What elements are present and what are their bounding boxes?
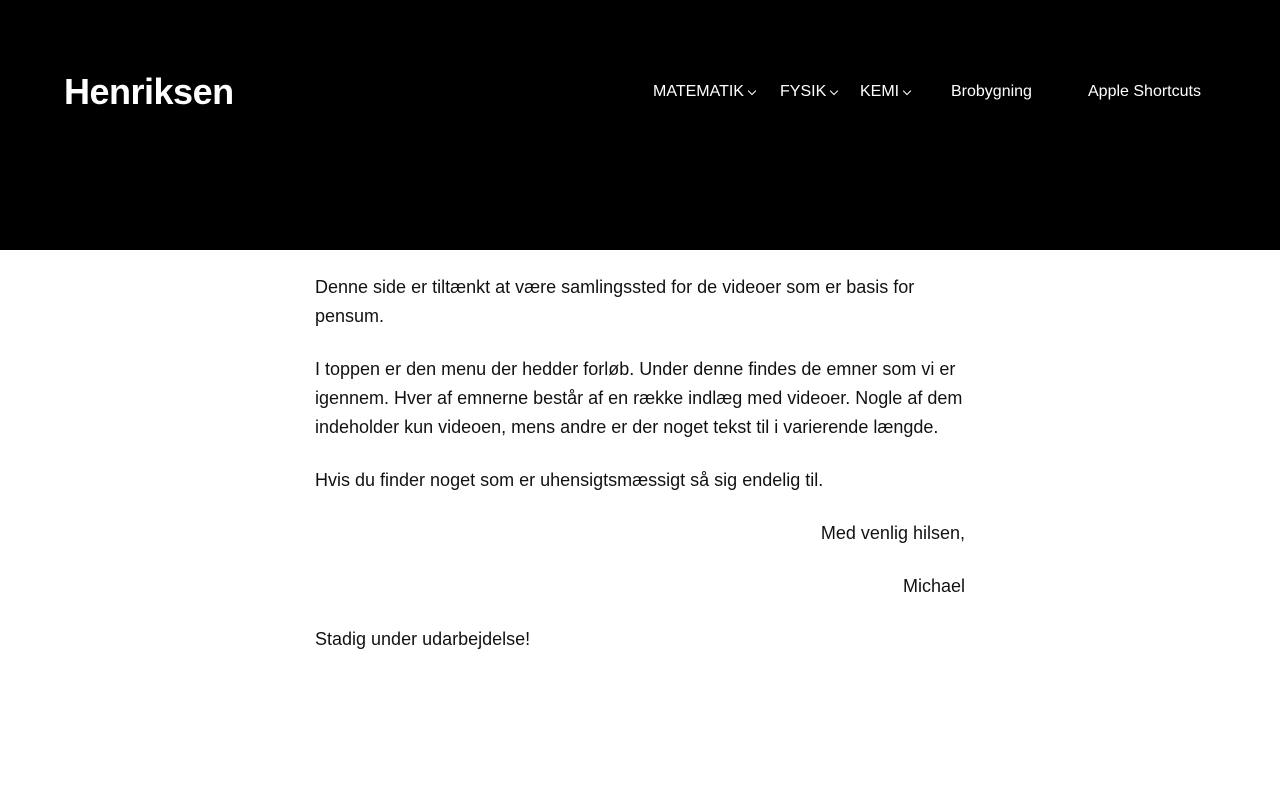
feedback-paragraph: Hvis du finder noget som er uhensigtsmæssigt så sig endelig til. xyxy=(315,470,824,490)
nav-item-kemi[interactable] xyxy=(860,82,910,102)
status-note: Stadig under udarbejdelse! xyxy=(315,629,531,649)
main-content xyxy=(315,273,965,678)
nav-item-label: FYSIK xyxy=(780,83,827,100)
main-nav xyxy=(0,82,1280,104)
nav-item-matematik[interactable] xyxy=(653,82,755,102)
nav-item-brobygning[interactable] xyxy=(951,82,1032,102)
nav-item-label: MATEMATIK xyxy=(653,83,744,100)
nav-item-label: Brobygning xyxy=(951,83,1032,100)
intro-paragraph: Denne side er tiltænkt at være samlingssted for de videoer som er basis for pensum. xyxy=(315,277,915,326)
site-title-link[interactable]: Henriksen xyxy=(64,71,234,112)
signoff-greeting: Med venlig hilsen, xyxy=(820,523,965,543)
signoff-name: Michael xyxy=(902,576,965,596)
chevron-down-icon[interactable] xyxy=(830,86,838,94)
chevron-down-icon[interactable] xyxy=(748,86,756,94)
nav-item-apple-shortcuts[interactable] xyxy=(1088,82,1201,102)
chevron-down-icon[interactable] xyxy=(903,86,911,94)
nav-item-label: KEMI xyxy=(860,83,900,100)
nav-item-fysik[interactable] xyxy=(780,82,837,102)
nav-item-label: Apple Shortcuts xyxy=(1088,83,1201,100)
menu-paragraph: I toppen er den menu der hedder forløb. Under denne findes de emner som vi er igennem. Hver af emnerne består af en række indlæg med videoer. Nogle af dem indeholder kun videoen, mens andre er der noget tekst til i varierende længde. xyxy=(315,359,963,437)
site-header xyxy=(0,0,1280,250)
